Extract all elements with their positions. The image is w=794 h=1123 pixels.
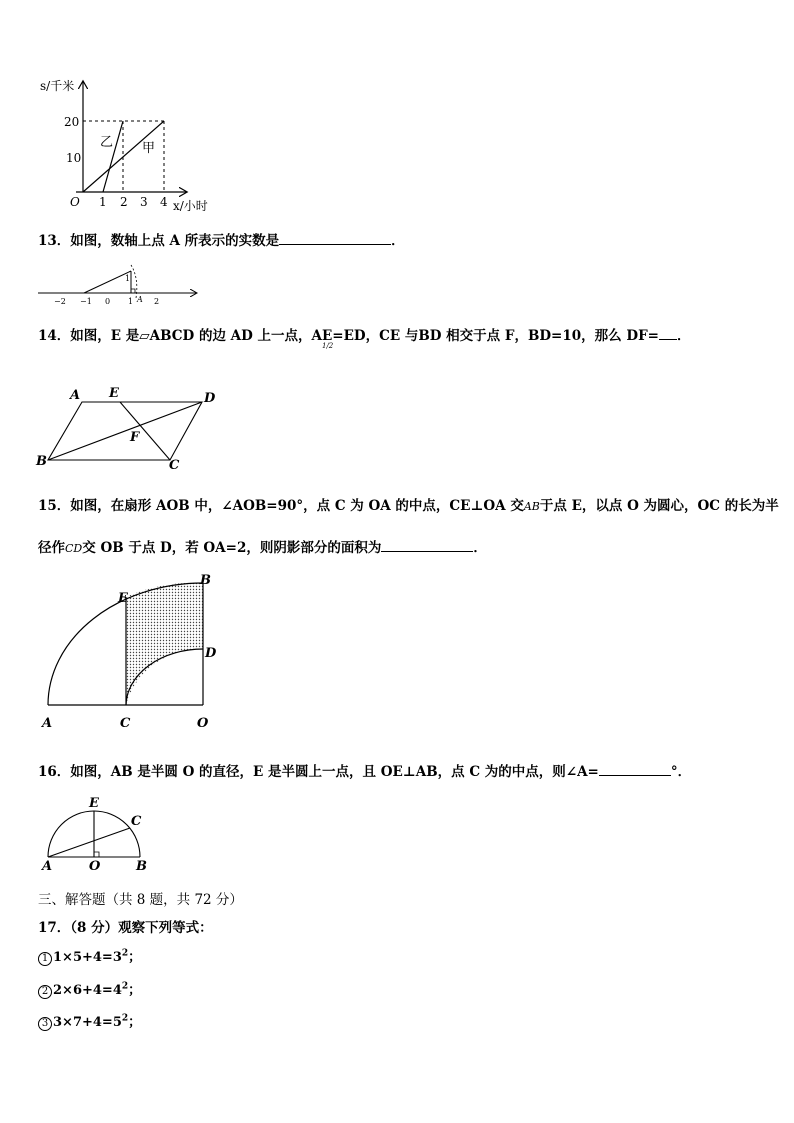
label-b: B	[36, 454, 47, 469]
distance-time-graph	[36, 76, 226, 216]
x-axis-label: x/小时	[173, 199, 208, 213]
label-a-15: A	[42, 716, 53, 730]
segment-ac	[48, 828, 130, 857]
q14-answer-blank[interactable]	[659, 326, 677, 340]
equation-1	[38, 946, 141, 966]
q15-arc-cd: CD	[65, 542, 83, 555]
sector-figure	[36, 570, 226, 730]
label-d-15: D	[205, 646, 217, 661]
label-e-15: E	[118, 591, 128, 606]
segment-ce	[120, 402, 170, 460]
q15-answer-blank[interactable]	[381, 538, 473, 552]
question-14	[38, 324, 690, 344]
q16-end: °．	[670, 764, 692, 780]
q15-text-1b: 于点 E，以点 O 为圆心，OC 的长为半	[539, 498, 779, 514]
seg-label: 1	[125, 274, 131, 283]
tick-m2: −2	[54, 297, 66, 306]
tick-2: 2	[154, 297, 160, 306]
semicircle-figure	[36, 793, 156, 873]
label-yi: 乙	[100, 135, 114, 150]
question-16	[38, 760, 691, 780]
y-tick-10: 10	[66, 151, 82, 165]
shaded-region	[126, 583, 203, 705]
label-f: F	[130, 430, 140, 445]
section-heading: 三、解答题（共 8 题，共 72 分）	[38, 892, 243, 908]
circled-number-2: 2	[38, 985, 52, 999]
circled-number-3: 3	[38, 1017, 52, 1031]
q15-text-1a: 15．如图，在扇形 AOB 中，∠AOB=90°，点 C 为 OA 的中点，CE⊥OA 交	[38, 498, 524, 514]
point-a-label: A	[137, 295, 143, 304]
question-17: 17．（8 分）观察下列等式：	[38, 920, 213, 936]
equation-3	[38, 1011, 141, 1031]
label-e: E	[109, 386, 119, 401]
q14-text-2: ED，CE 与BD 相交于点 F，BD=10，那么 DF=	[343, 328, 659, 344]
diagonal-bd	[48, 402, 202, 460]
parallelogram-figure	[34, 385, 224, 473]
x-tick-2: 2	[120, 195, 128, 209]
q14-end: ．	[676, 328, 691, 344]
label-o-15: O	[197, 716, 209, 730]
q14-fraction: 1/2	[322, 342, 334, 350]
tick-1: 1	[128, 297, 134, 306]
q15-text-2a: 径作	[38, 540, 65, 556]
equation-1-end: ；	[128, 950, 142, 965]
q15-text-2b: 交 OB 于点 D，若 OA=2，则阴影部分的面积为	[82, 540, 382, 556]
y-tick-20: 20	[64, 115, 80, 129]
q15-end: ．	[473, 540, 487, 556]
x-tick-4: 4	[160, 195, 168, 209]
tick-0: 0	[105, 297, 111, 306]
right-angle-mark-16	[94, 852, 99, 857]
label-o-16: O	[89, 859, 101, 873]
label-c: C	[169, 458, 180, 473]
x-tick-3: 3	[140, 195, 148, 209]
equation-1-sup: 2	[121, 948, 129, 959]
q13-end: ．	[391, 233, 405, 249]
label-b-16: B	[136, 859, 147, 873]
number-line	[36, 260, 206, 308]
line-yi	[103, 121, 123, 192]
label-c-16: C	[131, 814, 142, 829]
y-axis-label: s/千米	[40, 79, 75, 93]
question-13	[38, 229, 405, 249]
q15-arc-ab: AB	[523, 500, 540, 513]
label-e-16: E	[89, 796, 99, 811]
label-a-16: A	[42, 859, 53, 873]
equation-2-sup: 2	[121, 981, 129, 992]
question-15-line-2	[38, 536, 487, 556]
q13-text: 13．如图，数轴上点 A 所表示的实数是	[38, 233, 280, 249]
q14-text-1: 14．如图，E 是▱ABCD 的边 AD 上一点，AE=	[38, 328, 344, 344]
equation-2	[38, 979, 141, 999]
origin-label: O	[70, 195, 80, 209]
label-jia: 甲	[142, 141, 156, 156]
equation-3-expr: 3×7+4=5	[53, 1015, 122, 1030]
question-15-line-1	[38, 494, 779, 514]
triangle-hyp	[84, 271, 131, 293]
tick-m1: −1	[80, 297, 92, 306]
q16-text: 16．如图，AB 是半圆 O 的直径，E 是半圆上一点，且 OE⊥AB，点 C 为的中点，则∠A=	[38, 764, 599, 780]
q16-answer-blank[interactable]	[599, 762, 671, 776]
equation-3-sup: 2	[121, 1013, 129, 1024]
circled-number-1: 1	[38, 952, 52, 966]
label-b-15: B	[200, 573, 211, 588]
x-tick-1: 1	[99, 195, 107, 209]
label-d: D	[204, 391, 216, 406]
equation-3-end: ；	[128, 1015, 142, 1030]
equation-2-expr: 2×6+4=4	[53, 983, 122, 998]
equation-1-expr: 1×5+4=3	[53, 950, 122, 965]
label-c-15: C	[120, 716, 131, 730]
label-a: A	[70, 388, 81, 403]
right-angle-mark	[131, 289, 135, 293]
equation-2-end: ；	[128, 983, 142, 998]
q13-answer-blank[interactable]	[279, 231, 391, 245]
